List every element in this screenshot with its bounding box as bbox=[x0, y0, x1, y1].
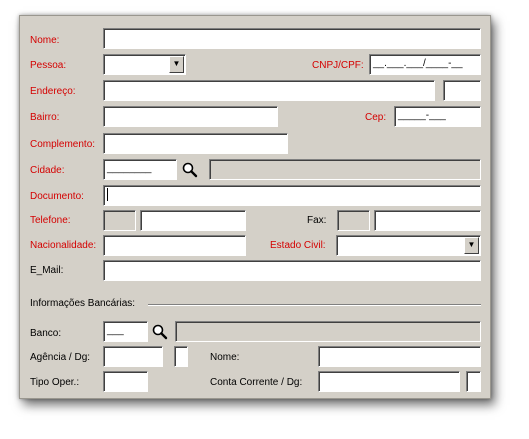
fax-input[interactable] bbox=[374, 210, 481, 231]
email-label: E_Mail: bbox=[30, 265, 64, 276]
cep-label: Cep: bbox=[365, 112, 387, 123]
bairro-input[interactable] bbox=[103, 106, 278, 127]
fax-label: Fax: bbox=[307, 215, 327, 226]
documento-input[interactable] bbox=[103, 185, 481, 206]
customer-form-panel bbox=[19, 15, 491, 399]
conta-input[interactable] bbox=[318, 371, 460, 392]
nome-label: Nome: bbox=[30, 35, 60, 46]
complemento-input[interactable] bbox=[103, 133, 288, 154]
agencia-label: Agência / Dg: bbox=[30, 352, 91, 363]
cnpj-label: CNPJ/CPF: bbox=[312, 60, 364, 71]
complemento-label: Complemento: bbox=[30, 139, 96, 150]
bairro-label: Bairro: bbox=[30, 112, 60, 123]
search-icon[interactable] bbox=[151, 323, 169, 341]
conta-dg-input[interactable] bbox=[466, 371, 481, 392]
cidade-label: Cidade: bbox=[30, 165, 65, 176]
banco-label: Banco: bbox=[30, 328, 62, 339]
telefone-label: Telefone: bbox=[30, 215, 71, 226]
cidade-code-input[interactable]: ________ bbox=[103, 159, 177, 180]
chevron-down-icon[interactable]: ▼ bbox=[169, 56, 184, 73]
numero-input[interactable] bbox=[443, 80, 481, 101]
tipo-oper-input[interactable] bbox=[103, 371, 148, 392]
telefone-ddd-input[interactable] bbox=[103, 210, 136, 231]
cep-input[interactable]: _____-___ bbox=[394, 106, 481, 127]
pessoa-select[interactable] bbox=[103, 54, 186, 75]
estado-civil-label: Estado Civil: bbox=[270, 240, 326, 251]
telefone-input[interactable] bbox=[140, 210, 246, 231]
agencia-input[interactable] bbox=[103, 346, 163, 367]
banco-name-display bbox=[175, 321, 481, 342]
conta-label: Conta Corrente / Dg: bbox=[210, 377, 303, 388]
nacionalidade-input[interactable] bbox=[103, 235, 246, 256]
nacionalidade-label: Nacionalidade: bbox=[30, 240, 97, 251]
bank-section-divider bbox=[148, 304, 481, 306]
banco-nome-label: Nome: bbox=[210, 352, 240, 363]
banco-code-input[interactable]: ___ bbox=[103, 321, 148, 342]
email-input[interactable] bbox=[103, 260, 481, 281]
fax-ddd-input[interactable] bbox=[337, 210, 370, 231]
search-icon[interactable] bbox=[181, 161, 199, 179]
bank-section-title: Informações Bancárias: bbox=[30, 298, 136, 309]
tipo-oper-label: Tipo Oper.: bbox=[30, 377, 80, 388]
chevron-down-icon[interactable]: ▼ bbox=[464, 237, 479, 254]
agencia-dg-input[interactable] bbox=[174, 346, 188, 367]
nome-input[interactable] bbox=[103, 28, 481, 49]
pessoa-label: Pessoa: bbox=[30, 60, 67, 71]
documento-label: Documento: bbox=[30, 191, 84, 202]
endereco-label: Endereço: bbox=[30, 86, 76, 97]
estado-civil-select[interactable] bbox=[336, 235, 481, 256]
banco-nome-input[interactable] bbox=[318, 346, 481, 367]
endereco-input[interactable] bbox=[103, 80, 435, 101]
cidade-name-display bbox=[209, 159, 481, 180]
cnpj-input[interactable]: __.___.___/____-__ bbox=[369, 54, 481, 75]
